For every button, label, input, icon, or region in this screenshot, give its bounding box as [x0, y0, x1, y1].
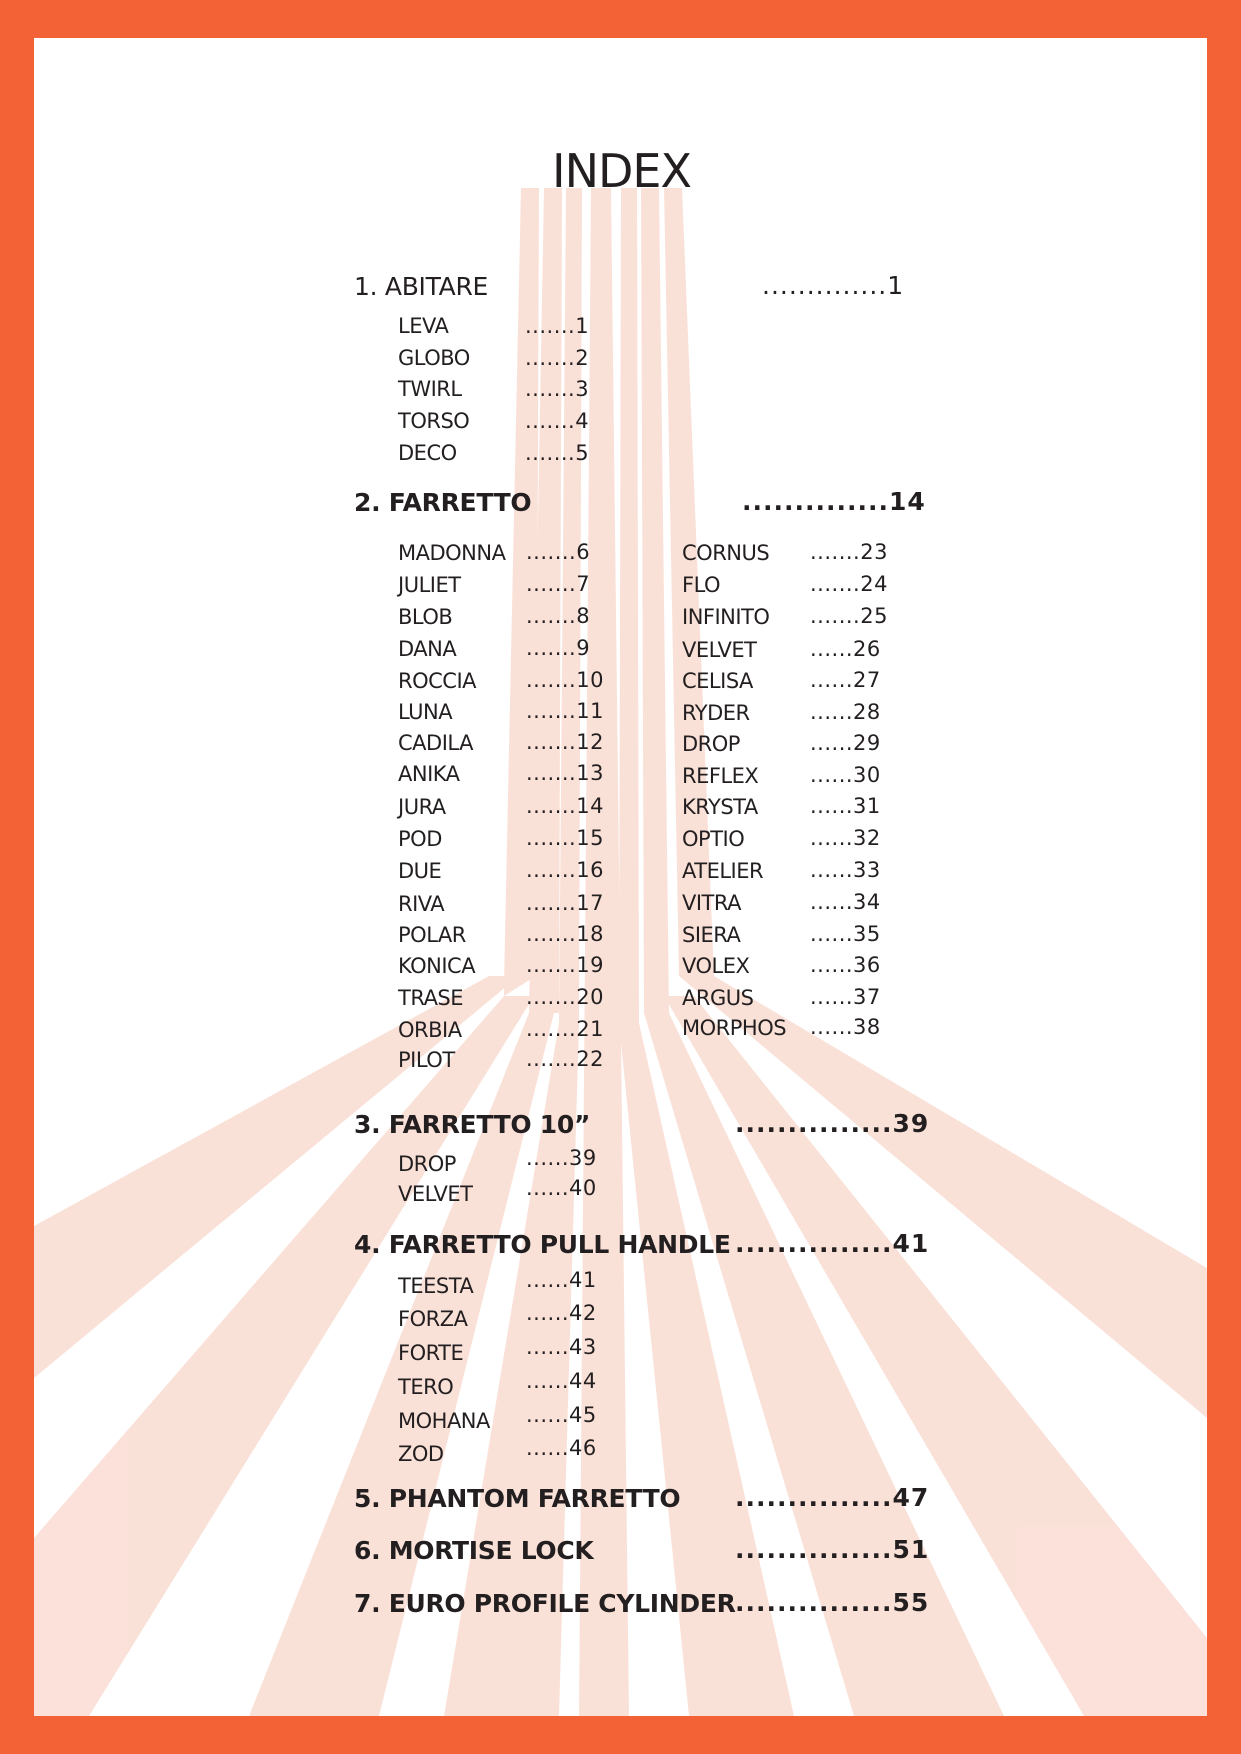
index-entry-page: .......11	[526, 699, 604, 723]
index-entry-page: .......16	[526, 858, 604, 882]
section-page-number: ...............47	[735, 1483, 930, 1512]
index-entry-name: TERO	[398, 1375, 454, 1399]
index-entry-page: .......23	[810, 540, 888, 564]
section-page-number: ...............39	[735, 1109, 930, 1138]
index-entry-page: .......13	[526, 761, 604, 785]
index-entry-page: .......10	[526, 668, 604, 692]
index-entry-name: CADILA	[398, 731, 473, 755]
index-entry-name: POLAR	[398, 923, 466, 947]
index-entry-name: VOLEX	[682, 954, 750, 978]
index-entry-name: CELISA	[682, 669, 753, 693]
index-entry-page: ......44	[526, 1369, 597, 1393]
index-entry-name: DROP	[398, 1152, 456, 1176]
section-title: 3. FARRETTO 10”	[354, 1110, 591, 1139]
index-entry-name: VITRA	[682, 891, 741, 915]
index-entry-page: ......28	[810, 700, 881, 724]
index-entry-name: FLO	[682, 573, 721, 597]
index-entry-page: ......43	[526, 1335, 597, 1359]
index-entry-name: DECO	[398, 441, 457, 465]
index-entry-page: .......22	[526, 1047, 604, 1071]
index-entry-page: .......6	[526, 540, 591, 564]
index-entry-name: LUNA	[398, 700, 453, 724]
section-title: 4. FARRETTO PULL HANDLE	[354, 1230, 731, 1259]
index-entry-page: .......12	[526, 730, 604, 754]
index-entry-name: DANA	[398, 637, 457, 661]
index-entry-page: .......9	[526, 636, 591, 660]
index-entry-page: ......41	[526, 1268, 597, 1292]
index-entry-page: ......31	[810, 794, 881, 818]
index-entry-page: .......8	[526, 604, 591, 628]
index-entry-name: LEVA	[398, 314, 449, 338]
index-entry-page: ......45	[526, 1403, 597, 1427]
index-entry-name: DROP	[682, 732, 740, 756]
index-entry-name: POD	[398, 827, 442, 851]
index-entry-page: .......19	[526, 953, 604, 977]
index-entry-page: .......15	[526, 826, 604, 850]
index-entry-name: INFINITO	[682, 605, 770, 629]
index-entry-name: VELVET	[682, 638, 757, 662]
index-entry-page: .......20	[526, 985, 604, 1009]
index-entry-page: .......7	[526, 572, 591, 596]
index-entry-name: MORPHOS	[682, 1016, 787, 1040]
index-entry-name: FORZA	[398, 1307, 468, 1331]
index-entry-page: ......30	[810, 763, 881, 787]
index-entry-name: MOHANA	[398, 1409, 490, 1433]
index-page	[34, 38, 1207, 1716]
index-entry-name: TEESTA	[398, 1274, 474, 1298]
index-entry-page: ......42	[526, 1301, 597, 1325]
index-entry-page: .......18	[526, 922, 604, 946]
section-title: 7. EURO PROFILE CYLINDER	[354, 1589, 736, 1618]
index-entry-name: TORSO	[398, 409, 470, 433]
index-entry-name: DUE	[398, 859, 442, 883]
index-entry-page: ......34	[810, 890, 881, 914]
index-entry-page: ......46	[526, 1436, 597, 1460]
index-entry-name: TWIRL	[398, 377, 462, 401]
index-entry-name: OPTIO	[682, 827, 745, 851]
section-title: 6. MORTISE LOCK	[354, 1536, 594, 1565]
index-entry-name: ROCCIA	[398, 669, 477, 693]
index-entry-name: ANIKA	[398, 762, 460, 786]
index-entry-page: .......5	[525, 441, 590, 465]
index-entry-name: ORBIA	[398, 1018, 462, 1042]
index-entry-page: ......40	[526, 1176, 597, 1200]
index-entry-page: ......33	[810, 858, 881, 882]
index-entry-name: ATELIER	[682, 859, 764, 883]
index-entry-name: PILOT	[398, 1048, 455, 1072]
index-entry-page: .......25	[810, 604, 888, 628]
index-entry-page: ......26	[810, 637, 881, 661]
index-entry-name: ZOD	[398, 1442, 444, 1466]
index-entry-name: RIVA	[398, 892, 445, 916]
index-entry-page: ......35	[810, 922, 881, 946]
index-entry-page: .......14	[526, 794, 604, 818]
section-title: 2. FARRETTO	[354, 488, 532, 517]
index-entry-page: ......32	[810, 826, 881, 850]
section-page-number: ...............41	[735, 1229, 930, 1258]
index-entry-name: ARGUS	[682, 986, 754, 1010]
index-entry-page: .......1	[525, 314, 590, 338]
index-entry-name: MADONNA	[398, 541, 506, 565]
section-page-number: ..............14	[742, 487, 926, 516]
index-entry-page: ......39	[526, 1146, 597, 1170]
index-entry-name: KRYSTA	[682, 795, 758, 819]
index-entry-name: CORNUS	[682, 541, 770, 565]
index-entry-name: GLOBO	[398, 346, 470, 370]
section-page-number: ..............1	[762, 271, 905, 300]
index-entry-page: .......4	[525, 409, 590, 433]
page-title: INDEX	[552, 144, 691, 198]
index-entry-page: ......27	[810, 668, 881, 692]
index-entry-name: FORTE	[398, 1341, 464, 1365]
index-entry-page: ......29	[810, 731, 881, 755]
section-title: 5. PHANTOM FARRETTO	[354, 1484, 681, 1513]
index-entry-page: .......3	[525, 377, 590, 401]
index-entry-page: .......24	[810, 572, 888, 596]
index-entry-name: RYDER	[682, 701, 750, 725]
index-entry-name: VELVET	[398, 1182, 473, 1206]
index-entry-page: ......38	[810, 1015, 881, 1039]
index-entry-name: REFLEX	[682, 764, 759, 788]
section-page-number: ...............51	[735, 1535, 930, 1564]
index-entry-page: ......37	[810, 985, 881, 1009]
section-title: 1. ABITARE	[354, 272, 489, 301]
index-entry-name: KONICA	[398, 954, 476, 978]
index-entry-name: TRASE	[398, 986, 464, 1010]
index-entry-page: .......17	[526, 891, 604, 915]
section-page-number: ...............55	[735, 1588, 930, 1617]
index-entry-name: BLOB	[398, 605, 453, 629]
index-entry-name: JURA	[398, 795, 446, 819]
index-entry-name: SIERA	[682, 923, 741, 947]
index-entry-page: .......21	[526, 1017, 604, 1041]
index-entry-name: JULIET	[398, 573, 461, 597]
background-stripes	[34, 38, 1207, 1716]
index-entry-page: .......2	[525, 346, 590, 370]
index-entry-page: ......36	[810, 953, 881, 977]
